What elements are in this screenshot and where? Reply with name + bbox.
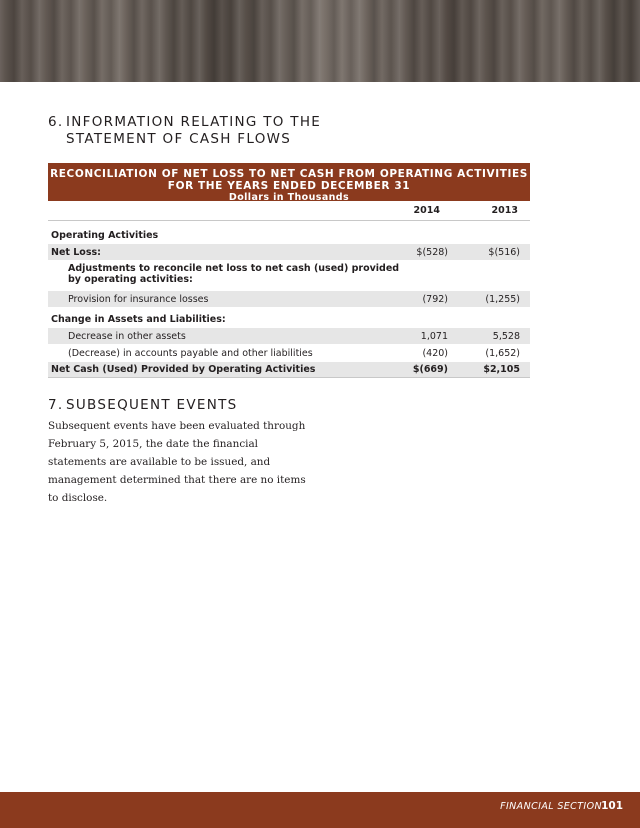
section-6-title-line1: INFORMATION RELATING TO THE bbox=[66, 114, 322, 130]
net-cash-2013: $2,105 bbox=[483, 364, 520, 375]
net-cash-label: Net Cash (Used) Provided by Operating Activities bbox=[51, 364, 316, 375]
adjustments-label bbox=[48, 263, 530, 285]
other-assets-label: Decrease in other assets bbox=[68, 330, 186, 342]
operating-activities-heading: Operating Activities bbox=[51, 230, 159, 241]
table-row-payables bbox=[48, 344, 530, 361]
section-7-number: 7. bbox=[48, 397, 64, 413]
footer-bar bbox=[0, 792, 640, 828]
header-banner-image bbox=[0, 0, 640, 82]
table-title-line1: RECONCILIATION OF NET LOSS TO NET CASH FROM OPERATING ACTIVITIES bbox=[50, 168, 528, 180]
table-row-change-header bbox=[48, 312, 530, 327]
table-title-line2: FOR THE YEARS ENDED DECEMBER 31 bbox=[167, 180, 411, 192]
payables-label: (Decrease) in accounts payable and other liabilities bbox=[68, 347, 313, 359]
other-assets-2014: 1,071 bbox=[420, 330, 448, 342]
footer-section-label: FINANCIAL SECTION bbox=[500, 801, 602, 812]
payables-2013: (1,652) bbox=[485, 347, 520, 359]
page-number: 101 bbox=[601, 800, 623, 812]
other-assets-2013: 5,528 bbox=[492, 330, 520, 342]
subsequent-events-paragraph: Subsequent events have been evaluated through February 5, 2015, the date the financial statements are available to be issued, and management determined that there are no items to disclose. bbox=[48, 420, 306, 504]
column-header-2014: 2014 bbox=[413, 205, 440, 216]
section-6-title-line2: STATEMENT OF CASH FLOWS bbox=[66, 131, 292, 147]
section-7-title: SUBSEQUENT EVENTS bbox=[66, 397, 238, 413]
section-6-heading bbox=[48, 114, 321, 148]
table-row-adjustments bbox=[48, 260, 530, 290]
table-row-provision bbox=[48, 290, 530, 307]
column-header-2013: 2013 bbox=[491, 205, 518, 216]
adjustments-label-line2: by operating activities: bbox=[68, 274, 193, 285]
provision-2013: (1,255) bbox=[485, 293, 520, 305]
table-title-bar bbox=[48, 163, 530, 201]
table-row-net-loss bbox=[48, 243, 530, 260]
net-loss-2013: $(516) bbox=[488, 246, 520, 258]
provision-label: Provision for insurance losses bbox=[68, 293, 209, 305]
section-6-number: 6. bbox=[48, 114, 64, 130]
net-loss-label: Net Loss: bbox=[51, 246, 101, 258]
table-row-net-cash bbox=[48, 361, 530, 378]
provision-2014: (792) bbox=[422, 293, 448, 305]
cash-flow-reconciliation-table bbox=[48, 163, 530, 378]
table-row-other-assets bbox=[48, 327, 530, 344]
change-header-label: Change in Assets and Liabilities: bbox=[51, 314, 226, 325]
payables-2014: (420) bbox=[422, 347, 448, 359]
net-loss-2014: $(528) bbox=[416, 246, 448, 258]
table-column-headers bbox=[48, 201, 530, 221]
net-cash-2014: $(669) bbox=[412, 364, 448, 375]
table-title-line3: Dollars in Thousands bbox=[228, 192, 350, 203]
section-7-heading bbox=[48, 397, 238, 414]
adjustments-label-line1: Adjustments to reconcile net loss to net cash (used) provided bbox=[68, 263, 400, 274]
